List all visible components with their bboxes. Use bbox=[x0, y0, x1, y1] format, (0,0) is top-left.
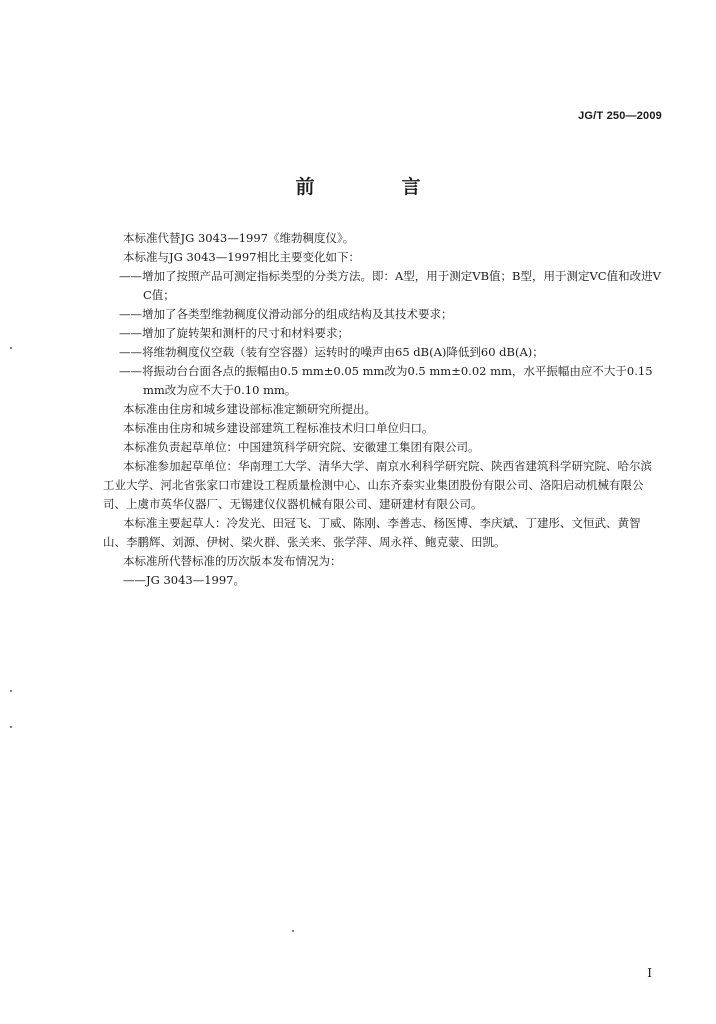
change-item-sliding-parts: ——增加了各类型维勃稠度仪滑动部分的组成结构及其技术要求； bbox=[119, 307, 453, 321]
document-body bbox=[103, 229, 663, 590]
scan-speck bbox=[10, 690, 12, 692]
standard-code: JG/T 250—2009 bbox=[578, 110, 662, 122]
change-item-rotating-frame: ——增加了旋转架和测杆的尺寸和材料要求； bbox=[119, 326, 349, 340]
scan-speck bbox=[292, 930, 294, 932]
paragraph-lead-drafters: 本标准负责起草单位：中国建筑科学研究院、安徽建工集团有限公司。 bbox=[123, 440, 480, 454]
paragraph-centralized-by: 本标准由住房和城乡建设部建筑工程标准技术归口单位归口。 bbox=[123, 421, 434, 435]
paragraph-main-drafters: 本标准主要起草人：冷发光、田冠飞、丁威、陈刚、李善志、杨医博、李庆斌、丁建彤、文恒武、黄智山、李鹏辉、刘源、伊树、梁火群、张关来、张学萍、周永祥、鲍克蒙、田凯。 bbox=[103, 516, 641, 549]
scan-speck bbox=[10, 347, 12, 349]
change-item-amplitude: ——将振动台台面各点的振幅由0.5 mm±0.05 mm改为0.5 mm±0.02 mm，水平振幅由应不大于0.15 mm改为应不大于0.10 mm。 bbox=[119, 364, 653, 397]
paragraph-replaces: 本标准代替JG 3043—1997《维勃稠度仪》。 bbox=[123, 231, 355, 245]
paragraph-history-intro: 本标准所代替标准的历次版本发布情况为： bbox=[123, 554, 342, 568]
paragraph-proposed-by: 本标准由住房和城乡建设部标准定额研究所提出。 bbox=[123, 402, 376, 416]
history-item: ——JG 3043—1997。 bbox=[123, 573, 245, 587]
paragraph-changes-intro: 本标准与JG 3043—1997相比主要变化如下： bbox=[123, 250, 360, 264]
change-item-noise: ——将维勃稠度仪空载（装有空容器）运转时的噪声由65 dB(A)降低到60 dB(A)； bbox=[119, 345, 544, 359]
page-title: 前 言 bbox=[295, 176, 455, 198]
change-item-classification: ——增加了按照产品可测定指标类型的分类方法。即：A型，用于测定VB值；B型，用于测定VC值和改进VC值； bbox=[119, 269, 661, 302]
page-number: I bbox=[647, 966, 652, 980]
scan-speck bbox=[10, 726, 12, 728]
paragraph-participating-drafters: 本标准参加起草单位：华南理工大学、清华大学、南京水利科学研究院、陕西省建筑科学研究院、哈尔滨工业大学、河北省张家口市建设工程质量检测中心、山东齐泰实业集团股份有限公司、洛阳启动机械有限公司、上虞市英华仪器厂、无锡建仪仪器机械有限公司、建研建材有限公司。 bbox=[103, 459, 652, 511]
